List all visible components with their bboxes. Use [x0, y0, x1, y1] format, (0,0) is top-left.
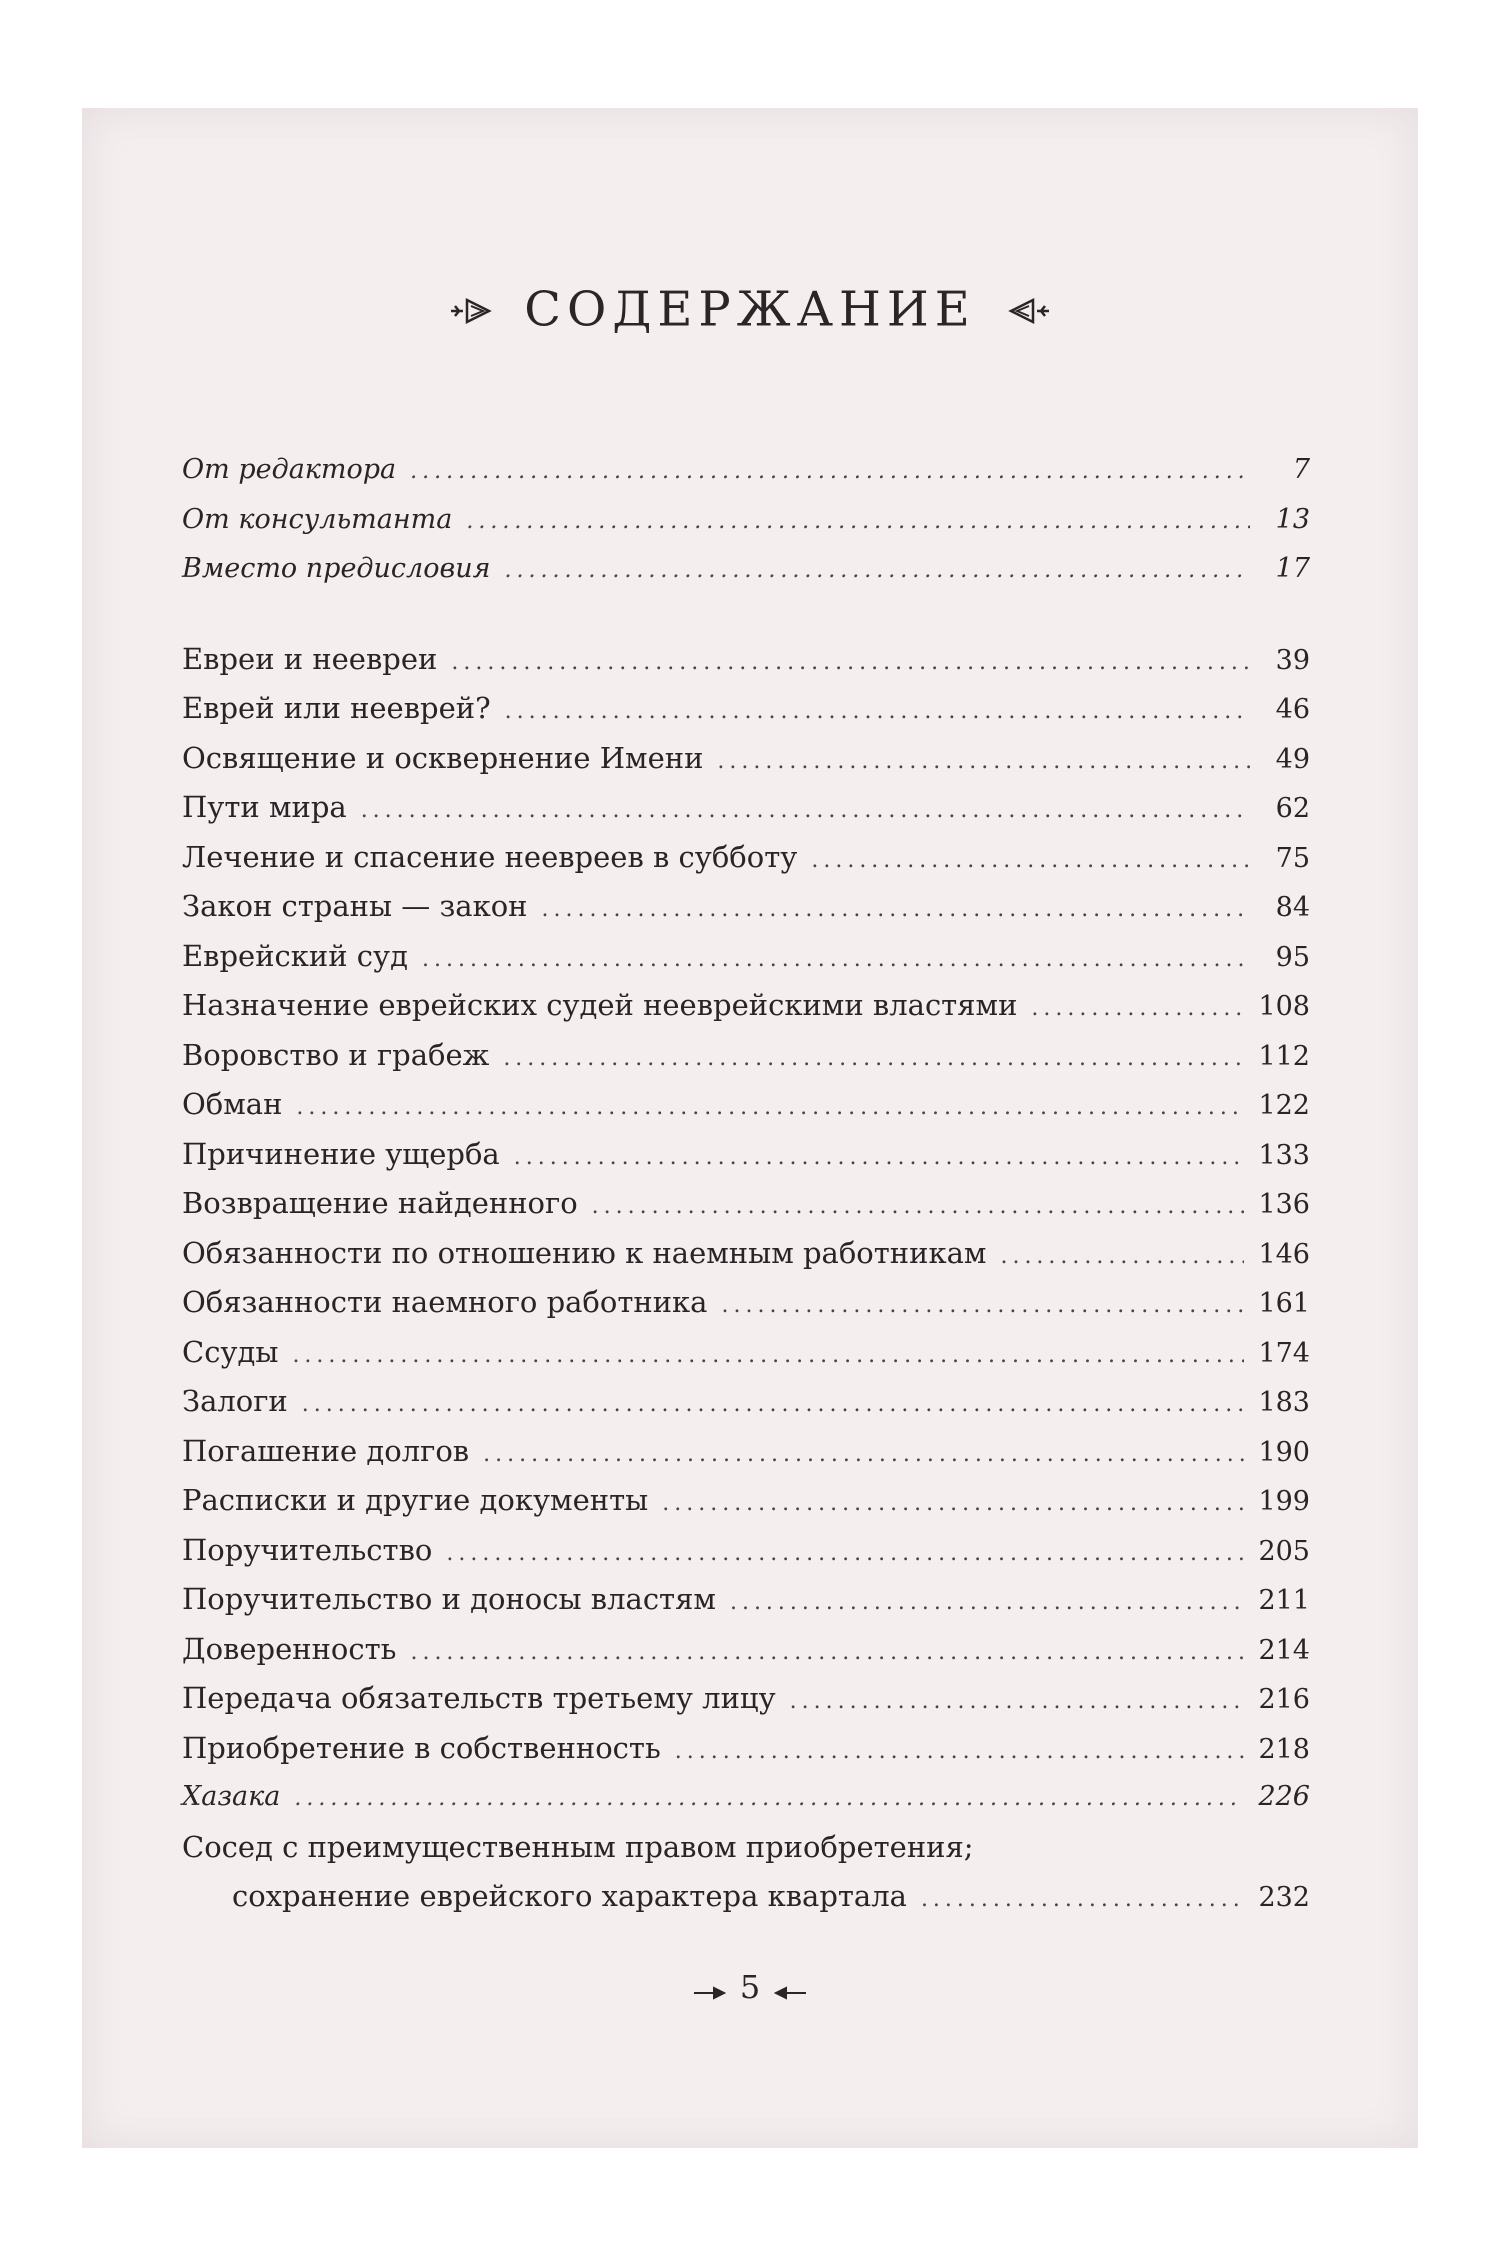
toc-entry-page: 211: [1258, 1585, 1310, 1616]
toc-entry-title: Закон страны — закон: [182, 889, 528, 923]
toc-entry-title: Обязанности по отношению к наемным работникам: [182, 1235, 987, 1270]
folio-ornament-right-icon: [774, 1971, 808, 2009]
dot-leader: [302, 1385, 1245, 1425]
toc-entry: [182, 1876, 1310, 1916]
dot-leader: [503, 1039, 1244, 1079]
toc-entry-title: Евреи и неевреи: [182, 641, 438, 676]
dot-leader: [504, 551, 1250, 591]
toc-entry-page: 13: [1275, 503, 1310, 535]
dot-leader: [675, 1732, 1245, 1772]
toc-entry: [182, 787, 1310, 827]
toc-entry-page: 95: [1275, 941, 1310, 973]
toc-entry: [182, 1183, 1310, 1223]
ornament-left-icon: [449, 282, 493, 338]
dot-leader: [730, 1583, 1245, 1623]
toc-entry-title: Назначение еврейских судей нееврейскими властями: [182, 988, 1018, 1022]
dot-leader: [294, 1779, 1244, 1819]
dot-leader: [542, 890, 1251, 930]
toc-entry: [182, 1629, 1310, 1669]
toc-entry: [182, 1777, 1310, 1817]
toc-entry-title: Передача обязательств третьему лицу: [182, 1681, 776, 1715]
dot-leader: [483, 1435, 1244, 1475]
dot-leader: [514, 1138, 1245, 1178]
dot-leader: [451, 643, 1250, 683]
toc-entry-title: Сосед с преимущественным правом приобретения;: [182, 1829, 974, 1864]
dot-leader: [790, 1682, 1245, 1722]
toc-entry: [182, 549, 1310, 589]
toc-entry-page: 112: [1258, 1040, 1310, 1072]
dot-leader: [1031, 989, 1244, 1029]
toc-entry-title: От консультанта: [182, 503, 453, 535]
toc-entry-title: Причинение ущерба: [182, 1136, 500, 1171]
toc-entry-page: 146: [1258, 1238, 1310, 1270]
folio-ornament-left-icon: [692, 1971, 726, 2009]
dot-leader: [361, 791, 1250, 831]
toc-entry: [182, 1332, 1310, 1372]
toc-entry: [182, 886, 1310, 926]
toc-entry-page: 199: [1258, 1486, 1310, 1517]
dot-leader: [662, 1484, 1244, 1524]
toc-entry-page: 49: [1275, 743, 1310, 775]
toc-entry-title: Вместо предисловия: [182, 553, 491, 584]
toc-entry: [182, 1134, 1310, 1174]
toc-entry: [182, 1233, 1310, 1273]
toc-entry: [182, 1579, 1310, 1619]
dot-leader: [410, 1633, 1244, 1673]
toc-entry-title: Доверенность: [182, 1631, 397, 1666]
toc-entry-title: Обязанности наемного работника: [182, 1285, 708, 1319]
ornament-right-icon: [1007, 282, 1051, 338]
toc-entry-page: 7: [1292, 454, 1310, 485]
dot-leader: [466, 502, 1250, 542]
toc-entry-page: 174: [1258, 1337, 1310, 1369]
toc-entry: [182, 1678, 1310, 1718]
toc-entry-title: Поручительство и доносы властям: [182, 1582, 716, 1616]
toc-entry: [182, 1480, 1310, 1520]
dot-leader: [505, 692, 1250, 732]
toc-entry-title: Еврейский суд: [182, 938, 408, 973]
toc-entry-title: Залоги: [182, 1384, 288, 1418]
toc-entry-page: 216: [1258, 1684, 1310, 1715]
dot-leader: [292, 1336, 1244, 1376]
toc-entry: [182, 936, 1310, 976]
toc-entry: [182, 1530, 1310, 1570]
toc-entry: [182, 738, 1310, 778]
toc-entry-page: 108: [1258, 991, 1310, 1022]
toc-entry: [182, 1827, 1310, 1867]
dot-leader: [296, 1088, 1244, 1128]
dot-leader: [410, 452, 1250, 492]
toc-entry: [182, 450, 1310, 490]
toc-entry-page: 190: [1258, 1436, 1310, 1468]
toc-entry: [182, 500, 1310, 540]
dot-leader: [446, 1534, 1244, 1574]
dot-leader: [422, 940, 1250, 980]
toc-entry-page: 218: [1258, 1733, 1310, 1765]
toc-entry-title: Расписки и другие документы: [182, 1483, 649, 1517]
toc-entry: [182, 1431, 1310, 1471]
page-number-value: 5: [739, 1968, 761, 2006]
toc-entry: [182, 1282, 1310, 1322]
toc-entry-page: 46: [1275, 694, 1310, 725]
dot-leader: [1000, 1237, 1244, 1277]
toc-entry-page: 232: [1258, 1882, 1310, 1913]
dot-leader: [717, 742, 1250, 782]
toc-entry-page: 75: [1275, 842, 1310, 874]
toc-entry: [182, 1728, 1310, 1768]
toc-heading: [82, 278, 1418, 338]
page-title: СОДЕРЖАНИЕ: [524, 281, 976, 338]
toc-entry-page: 183: [1258, 1387, 1310, 1418]
toc-entry-title: Лечение и спасение неевреев в субботу: [182, 839, 798, 874]
toc-entry-title: От редактора: [182, 454, 397, 485]
toc-entry-title: сохранение еврейского характера квартала: [232, 1879, 907, 1913]
toc-entry-page: 62: [1275, 793, 1310, 824]
toc-entry: [182, 985, 1310, 1025]
toc-entry-page: 161: [1258, 1288, 1310, 1319]
toc-entry: [182, 1381, 1310, 1421]
toc-entry-title: Воровство и грабеж: [182, 1037, 490, 1072]
toc-entry: [182, 837, 1310, 877]
dot-leader: [721, 1286, 1244, 1326]
toc-entry-title: Еврей или нееврей?: [182, 691, 491, 725]
toc-entry: [182, 639, 1310, 679]
toc-entry: [182, 688, 1310, 728]
book-page: [82, 108, 1418, 2148]
toc-entry-title: Ссуды: [182, 1334, 279, 1369]
toc-entry: [182, 1084, 1310, 1124]
dot-leader: [592, 1187, 1245, 1227]
toc-entry-title: Хазака: [182, 1781, 281, 1812]
toc-entry-title: Освящение и осквернение Имени: [182, 740, 704, 775]
toc-entry-title: Обман: [182, 1087, 283, 1121]
toc-entry-page: 133: [1258, 1139, 1310, 1171]
toc-entry-page: 39: [1275, 644, 1310, 676]
toc-entry-title: Приобретение в собственность: [182, 1730, 661, 1765]
toc-entry-page: 226: [1258, 1781, 1310, 1812]
toc-entry-page: 17: [1275, 553, 1310, 584]
toc-entry-page: 122: [1258, 1090, 1310, 1121]
toc-entry-page: 136: [1258, 1189, 1310, 1220]
dot-leader: [921, 1880, 1245, 1920]
toc-entry-title: Погашение долгов: [182, 1433, 470, 1468]
toc-entry-title: Пути мира: [182, 790, 347, 824]
toc-entry: [182, 1035, 1310, 1075]
page-number: [82, 1968, 1418, 2009]
dot-leader: [811, 841, 1250, 881]
toc-entry-page: 214: [1258, 1634, 1310, 1666]
toc-entry-page: 205: [1258, 1535, 1310, 1567]
toc-entry-page: 84: [1275, 892, 1310, 923]
toc-entry-title: Возвращение найденного: [182, 1186, 578, 1220]
toc-entry-title: Поручительство: [182, 1532, 433, 1567]
